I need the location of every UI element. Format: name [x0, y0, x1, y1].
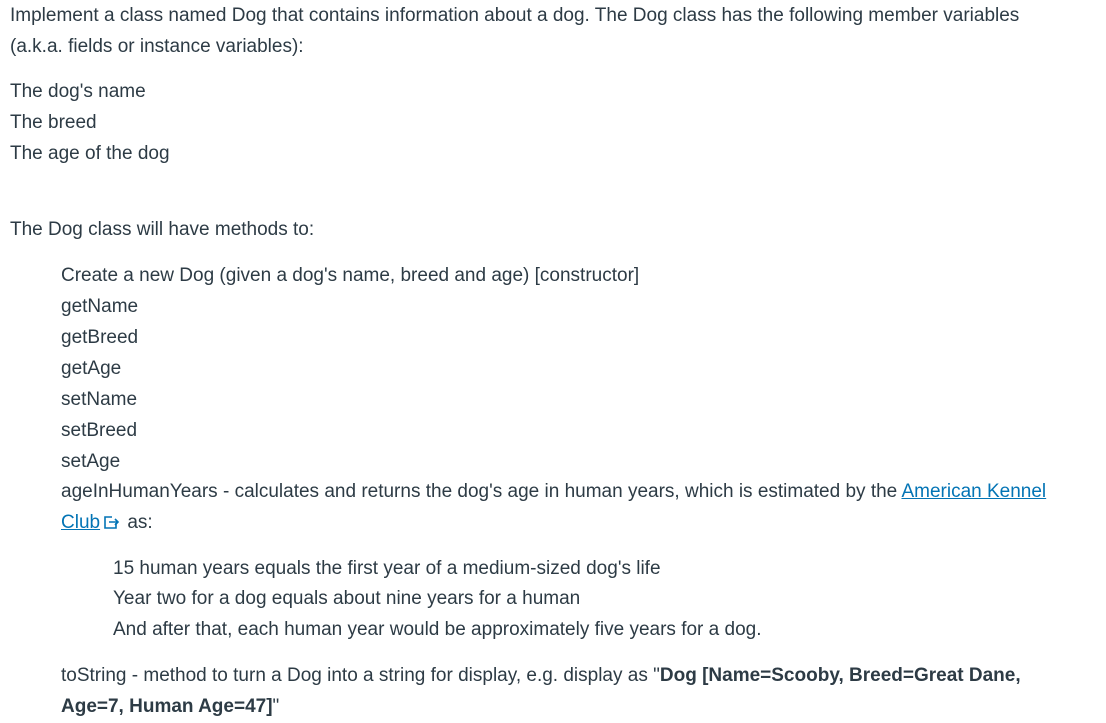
- field-item: The dog's name: [10, 81, 146, 102]
- akc-link-part-1[interactable]: American Kennel: [901, 481, 1047, 502]
- method-item: setName: [61, 389, 138, 410]
- intro-text-line-2: (a.k.a. fields or instance variables):: [10, 36, 304, 57]
- akc-link-part-2[interactable]: Club: [61, 512, 101, 533]
- age-method-line-1: [61, 482, 1046, 501]
- field-item: The breed: [10, 112, 97, 133]
- age-method-description: ageInHumanYears - calculates and returns the dog's age in human years, which is estimated by the: [61, 481, 902, 502]
- tostring-line-2: [61, 697, 279, 716]
- method-item: getBreed: [61, 327, 139, 348]
- methods-heading: The Dog class will have methods to:: [10, 219, 315, 240]
- tostring-example-part-2: Age=7, Human Age=47]: [61, 696, 273, 717]
- method-item: setAge: [61, 451, 121, 472]
- method-item: getName: [61, 296, 139, 317]
- tostring-line-1: [61, 666, 1021, 685]
- tostring-suffix: ": [272, 696, 280, 717]
- tostring-example-part-1: Dog [Name=Scooby, Breed=Great Dane,: [659, 665, 1021, 686]
- method-item: getAge: [61, 358, 122, 379]
- age-rule-item: 15 human years equals the first year of a medium-sized dog's life: [113, 558, 661, 579]
- tostring-prefix: toString - method to turn a Dog into a string for display, e.g. display as ": [61, 665, 660, 686]
- field-item: The age of the dog: [10, 143, 170, 164]
- method-item: Create a new Dog (given a dog's name, breed and age) [constructor]: [61, 265, 640, 286]
- age-method-line-2: [61, 513, 153, 532]
- age-rule-item: And after that, each human year would be approximately five years for a dog.: [113, 619, 762, 640]
- age-rule-item: Year two for a dog equals about nine years for a human: [113, 588, 581, 609]
- external-link-icon[interactable]: [103, 515, 120, 530]
- intro-text-line-1: Implement a class named Dog that contains information about a dog. The Dog class has the following member variables: [10, 5, 1020, 26]
- age-method-suffix: as:: [122, 512, 153, 533]
- method-item: setBreed: [61, 420, 138, 441]
